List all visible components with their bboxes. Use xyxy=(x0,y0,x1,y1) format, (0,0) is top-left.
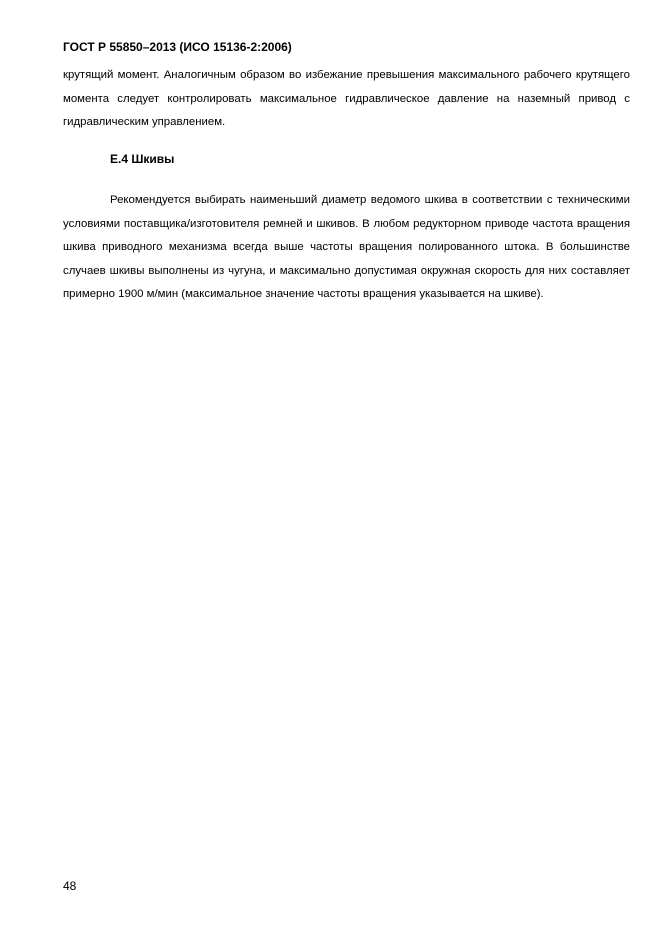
section-heading: Е.4 Шкивы xyxy=(110,152,175,166)
section-paragraph: Рекомендуется выбирать наименьший диаметр ведомого шкива в соответствии с техническими условиями поставщика/изготовителя ремней и шкивов. В любом редукторном приводе частота вращения шкива приводного механизма всегда выше частоты вращения полированного штока. В большинстве случаев шкивы выполнены из чугуна, и максимально допустимая окружная скорость для них составляет примерно 1900 м/мин (максимальное значение частоты вращения указывается на шкиве). xyxy=(63,194,630,301)
document-header: ГОСТ Р 55850–2013 (ИСО 15136-2:2006) xyxy=(63,40,292,54)
page-number: 48 xyxy=(63,879,77,893)
paragraph-continued: крутящий момент. Аналогичным образом во избежание превышения максимального рабочего крутящего момента следует контролировать максимальное гидравлическое давление на наземный привод с гидравлическим управлением. xyxy=(63,69,630,129)
